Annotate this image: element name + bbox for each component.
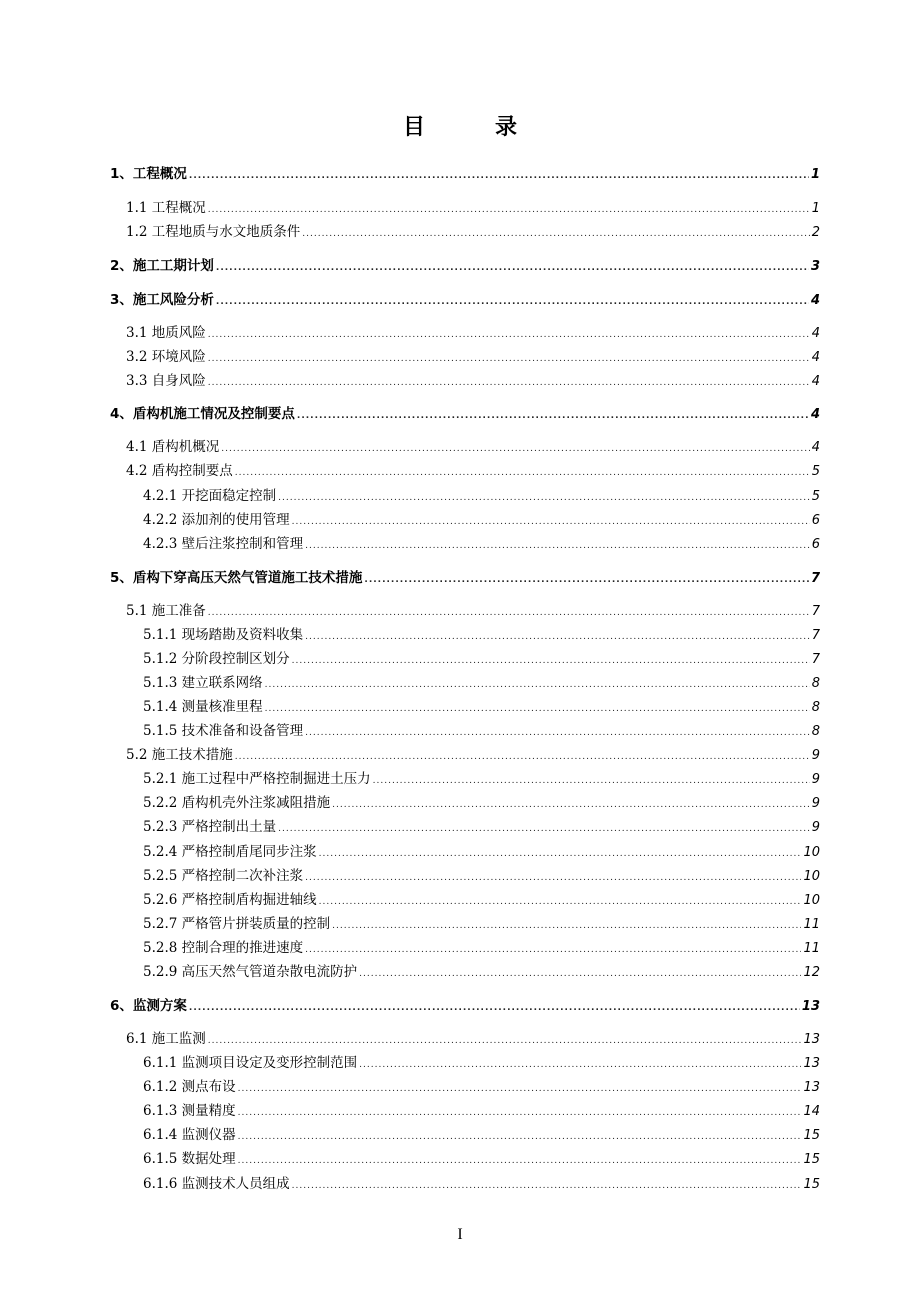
toc-entry-page: 1 — [810, 167, 820, 182]
toc-leader-dots — [292, 1177, 802, 1195]
toc-leader-dots — [238, 1152, 802, 1170]
toc-entry-page: 15 — [803, 1128, 820, 1143]
toc-entry-label: 5.1.5 技术准备和设备管理 — [143, 723, 304, 739]
toc-entry-page: 7 — [811, 652, 820, 667]
toc-leader-dots — [208, 326, 810, 344]
toc-leader-dots — [208, 604, 810, 622]
toc-title — [0, 110, 920, 141]
toc-entry-label: 5.1.4 测量核准里程 — [143, 699, 263, 715]
toc-entry-label: 5.1.3 建立联系网络 — [143, 675, 263, 691]
toc-entry-page: 14 — [803, 1104, 820, 1119]
toc-entry[interactable] — [143, 698, 820, 718]
toc-leader-dots — [292, 652, 810, 670]
toc-entry-page: 4 — [811, 374, 820, 389]
toc-entry-page: 10 — [803, 869, 820, 884]
toc-entry-page: 9 — [811, 772, 820, 787]
toc-entry-label: 6.1.1 监测项目设定及变形控制范围 — [143, 1055, 358, 1071]
toc-entry[interactable] — [126, 438, 820, 458]
toc-entry[interactable] — [126, 1030, 820, 1050]
toc-entry-label: 5.1.2 分阶段控制区划分 — [143, 651, 290, 667]
toc-entry-label: 2、施工工期计划 — [110, 258, 214, 274]
toc-leader-dots — [189, 999, 800, 1017]
toc-entry-label: 5.2.6 严格控制盾构掘进轴线 — [143, 892, 317, 908]
toc-leader-dots — [305, 628, 810, 646]
toc-entry-label: 6.1.5 数据处理 — [143, 1151, 236, 1167]
toc-title-char-2: 录 — [495, 115, 518, 140]
toc-leader-dots — [332, 796, 810, 814]
page-footer-number: I — [457, 1226, 463, 1243]
toc-entry-page: 11 — [803, 941, 820, 956]
toc-entry-label: 6.1.6 监测技术人员组成 — [143, 1176, 290, 1192]
toc-entry-page: 5 — [811, 489, 820, 504]
toc-entry-page: 4 — [811, 440, 820, 455]
toc-entry-page: 13 — [801, 999, 820, 1014]
toc-leader-dots — [216, 293, 809, 311]
toc-leader-dots — [238, 1128, 802, 1146]
toc-entry[interactable] — [110, 569, 820, 589]
toc-leader-dots — [265, 676, 810, 694]
toc-leader-dots — [216, 259, 809, 277]
toc-entry-page: 13 — [803, 1032, 820, 1047]
toc-entry[interactable] — [143, 487, 820, 507]
toc-entry-label: 6.1.4 监测仪器 — [143, 1127, 236, 1143]
toc-entry[interactable] — [143, 891, 820, 911]
toc-entry[interactable] — [126, 602, 820, 622]
toc-entry-label: 3、施工风险分析 — [110, 292, 214, 308]
toc-entry[interactable] — [126, 199, 820, 219]
toc-entry[interactable] — [143, 915, 820, 935]
toc-entry[interactable] — [110, 165, 820, 185]
toc-entry[interactable] — [143, 650, 820, 670]
toc-entry-page: 11 — [803, 917, 820, 932]
toc-entry-page: 10 — [803, 845, 820, 860]
toc-entry-page: 10 — [803, 893, 820, 908]
toc-entry-label: 5.1 施工准备 — [126, 603, 206, 619]
toc-leader-dots — [189, 167, 809, 185]
toc-entry[interactable] — [143, 818, 820, 838]
toc-leader-dots — [305, 869, 801, 887]
toc-entry-page: 4 — [811, 326, 820, 341]
toc-entry-label: 4.2.1 开挖面稳定控制 — [143, 488, 277, 504]
toc-leader-dots — [278, 489, 810, 507]
toc-entry-label: 5.2.2 盾构机壳外注浆减阻措施 — [143, 795, 331, 811]
toc-entry-label: 5.2.5 严格控制二次补注浆 — [143, 868, 304, 884]
toc-entry-label: 5.2.1 施工过程中严格控制掘进土压力 — [143, 771, 371, 787]
toc-entry-page: 3 — [810, 259, 820, 274]
toc-entry-label: 3.3 自身风险 — [126, 373, 206, 389]
toc-entry-label: 5.2 施工技术措施 — [126, 747, 233, 763]
toc-entry-page: 8 — [811, 700, 820, 715]
toc-leader-dots — [265, 700, 810, 718]
toc-entry-page: 7 — [810, 571, 820, 586]
toc-entry-label: 5.2.9 高压天然气管道杂散电流防护 — [143, 964, 358, 980]
toc-entry-page: 13 — [803, 1056, 820, 1071]
toc-entry[interactable] — [126, 324, 820, 344]
toc-entry[interactable] — [143, 1150, 820, 1170]
toc-entry-label: 6.1 施工监测 — [126, 1031, 206, 1047]
toc-entry-label: 6.1.2 测点布设 — [143, 1079, 236, 1095]
toc-entry-label: 5.1.1 现场踏勘及资料收集 — [143, 627, 304, 643]
toc-entry[interactable] — [110, 405, 820, 425]
toc-entry[interactable] — [143, 1054, 820, 1074]
toc-leader-dots — [364, 571, 809, 589]
toc-leader-dots — [221, 440, 809, 458]
toc-entry[interactable] — [126, 462, 820, 482]
toc-entry-page: 15 — [803, 1177, 820, 1192]
toc-entry-label: 3.1 地质风险 — [126, 325, 206, 341]
toc-entry-label: 5.2.3 严格控制出土量 — [143, 819, 277, 835]
toc-leader-dots — [208, 374, 810, 392]
toc-leader-dots — [305, 941, 801, 959]
toc-entry[interactable] — [143, 794, 820, 814]
toc-entry-page: 1 — [811, 201, 820, 216]
toc-entry-page: 13 — [803, 1080, 820, 1095]
toc-entry[interactable] — [143, 1175, 820, 1195]
toc-entry-page: 5 — [811, 464, 820, 479]
toc-leader-dots — [305, 537, 810, 555]
toc-entry-label: 1、工程概况 — [110, 166, 187, 182]
toc-entry[interactable] — [143, 626, 820, 646]
toc-entry[interactable] — [143, 939, 820, 959]
toc-entry-page: 6 — [811, 513, 820, 528]
toc-entry-page: 9 — [811, 820, 820, 835]
toc-entry-label: 4.2 盾构控制要点 — [126, 463, 233, 479]
toc-entry-label: 5.2.7 严格管片拼装质量的控制 — [143, 916, 331, 932]
toc-entry[interactable] — [143, 674, 820, 694]
toc-entry[interactable] — [143, 511, 820, 531]
toc-entry-page: 6 — [811, 537, 820, 552]
toc-leader-dots — [278, 820, 810, 838]
toc-entry[interactable] — [126, 348, 820, 368]
toc-entry-page: 4 — [810, 293, 820, 308]
toc-entry[interactable] — [143, 1126, 820, 1146]
toc-leader-dots — [292, 513, 810, 531]
toc-entry[interactable] — [143, 535, 820, 555]
toc-leader-dots — [235, 464, 810, 482]
toc-entry-page: 9 — [811, 796, 820, 811]
toc-entry-page: 4 — [810, 407, 820, 422]
toc-entry-page: 8 — [811, 724, 820, 739]
toc-leader-dots — [305, 724, 810, 742]
toc-entry-page: 7 — [811, 628, 820, 643]
toc-entry[interactable] — [143, 1078, 820, 1098]
toc-entry-page: 2 — [811, 225, 820, 240]
toc-entry-label: 5、盾构下穿高压天然气管道施工技术措施 — [110, 570, 363, 586]
toc-entry-label: 1.2 工程地质与水文地质条件 — [126, 224, 301, 240]
toc-entry-page: 7 — [811, 604, 820, 619]
toc-entry[interactable] — [110, 291, 820, 311]
toc-leader-dots — [332, 917, 801, 935]
toc-entry-label: 6.1.3 测量精度 — [143, 1103, 236, 1119]
toc-entry-label: 3.2 环境风险 — [126, 349, 206, 365]
toc-entry-label: 4.1 盾构机概况 — [126, 439, 220, 455]
toc-entry[interactable] — [143, 1102, 820, 1122]
toc-entry-label: 5.2.8 控制合理的推进速度 — [143, 940, 304, 956]
toc-leader-dots — [238, 1104, 802, 1122]
toc-leader-dots — [302, 225, 809, 243]
toc-entry[interactable] — [110, 257, 820, 277]
toc-leader-dots — [208, 1032, 802, 1050]
toc-entry-label: 6、监测方案 — [110, 998, 187, 1014]
toc-leader-dots — [373, 772, 810, 790]
toc-entry-page: 9 — [811, 748, 820, 763]
toc-entry-label: 4.2.3 壁后注浆控制和管理 — [143, 536, 304, 552]
toc-leader-dots — [297, 407, 809, 425]
toc-entry[interactable] — [110, 997, 820, 1017]
toc-leader-dots — [238, 1080, 802, 1098]
toc-entry[interactable] — [143, 867, 820, 887]
toc-leader-dots — [235, 748, 810, 766]
toc-entry-label: 4、盾构机施工情况及控制要点 — [110, 406, 295, 422]
toc-entry-label: 1.1 工程概况 — [126, 200, 206, 216]
toc-title-char-1: 目 — [402, 115, 425, 140]
toc-leader-dots — [359, 965, 801, 983]
toc-entry-page: 4 — [811, 350, 820, 365]
toc-entry-label: 4.2.2 添加剂的使用管理 — [143, 512, 290, 528]
toc-leader-dots — [319, 893, 802, 911]
toc-leader-dots — [319, 845, 802, 863]
toc-entry[interactable] — [143, 770, 820, 790]
toc-entry[interactable] — [126, 746, 820, 766]
toc-entry-page: 12 — [803, 965, 820, 980]
toc-entry-page: 8 — [811, 676, 820, 691]
toc-entry-label: 5.2.4 严格控制盾尾同步注浆 — [143, 844, 317, 860]
toc-leader-dots — [208, 350, 810, 368]
toc-entry[interactable] — [143, 722, 820, 742]
toc-entry[interactable] — [143, 963, 820, 983]
toc-entry[interactable] — [126, 223, 820, 243]
toc-entry[interactable] — [143, 843, 820, 863]
toc-leader-dots — [359, 1056, 801, 1074]
toc-entry[interactable] — [126, 372, 820, 392]
toc-entry-page: 15 — [803, 1152, 820, 1167]
toc-leader-dots — [208, 201, 810, 219]
